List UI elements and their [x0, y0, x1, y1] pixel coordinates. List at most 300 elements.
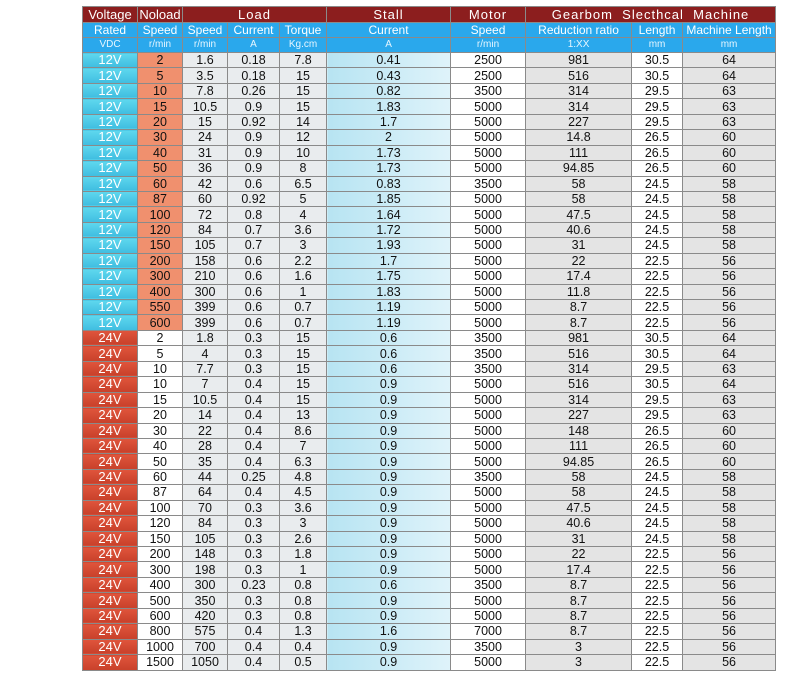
- machine-length-cell: 58: [683, 485, 776, 500]
- header-stall-current: Current: [327, 23, 451, 38]
- voltage-cell: 12V: [83, 191, 138, 206]
- voltage-cell: 24V: [83, 361, 138, 376]
- load-torque-cell: 0.7: [280, 300, 327, 315]
- load-torque-cell: 0.7: [280, 315, 327, 330]
- reduction-ratio-cell: 981: [526, 330, 632, 345]
- reduction-ratio-cell: 11.8: [526, 284, 632, 299]
- load-current-cell: 0.3: [228, 516, 280, 531]
- table-row: [83, 191, 776, 206]
- reduction-ratio-cell: 111: [526, 145, 632, 160]
- load-torque-cell: 4: [280, 207, 327, 222]
- stall-current-cell: 1.75: [327, 269, 451, 284]
- motor-speed-cell: 5000: [451, 207, 526, 222]
- machine-length-cell: 56: [683, 300, 776, 315]
- header-load-speed: Speed: [183, 23, 228, 38]
- stall-current-cell: 1.6: [327, 624, 451, 639]
- machine-length-cell: 63: [683, 392, 776, 407]
- unit-length-mm: mm: [632, 38, 683, 53]
- table-row: [83, 330, 776, 345]
- length-cell: 22.5: [632, 269, 683, 284]
- length-cell: 24.5: [632, 207, 683, 222]
- load-current-cell: 0.3: [228, 608, 280, 623]
- machine-length-cell: 56: [683, 315, 776, 330]
- load-speed-cell: 70: [183, 500, 228, 515]
- motor-speed-cell: 5000: [451, 454, 526, 469]
- table-row: [83, 99, 776, 114]
- machine-length-cell: 60: [683, 438, 776, 453]
- voltage-cell: 12V: [83, 284, 138, 299]
- stall-current-cell: 0.9: [327, 531, 451, 546]
- header-rated: Rated: [83, 23, 138, 38]
- load-speed-cell: 42: [183, 176, 228, 191]
- load-speed-cell: 399: [183, 315, 228, 330]
- load-current-cell: 0.6: [228, 300, 280, 315]
- motor-spec-table: [82, 6, 776, 671]
- noload-speed-cell: 15: [138, 392, 183, 407]
- voltage-cell: 24V: [83, 330, 138, 345]
- header-length: Length: [632, 23, 683, 38]
- machine-length-cell: 58: [683, 238, 776, 253]
- load-current-cell: 0.3: [228, 330, 280, 345]
- table-row: [83, 454, 776, 469]
- reduction-ratio-cell: 111: [526, 438, 632, 453]
- voltage-cell: 12V: [83, 222, 138, 237]
- table-row: [83, 562, 776, 577]
- load-torque-cell: 2.6: [280, 531, 327, 546]
- motor-speed-cell: 5000: [451, 392, 526, 407]
- load-torque-cell: 0.8: [280, 577, 327, 592]
- load-torque-cell: 6.3: [280, 454, 327, 469]
- length-cell: 30.5: [632, 68, 683, 83]
- stall-current-cell: 1.73: [327, 145, 451, 160]
- load-speed-cell: 148: [183, 547, 228, 562]
- length-cell: 24.5: [632, 485, 683, 500]
- load-current-cell: 0.4: [228, 639, 280, 654]
- motor-speed-cell: 5000: [451, 608, 526, 623]
- load-current-cell: 0.6: [228, 253, 280, 268]
- load-current-cell: 0.4: [228, 438, 280, 453]
- load-speed-cell: 105: [183, 238, 228, 253]
- load-speed-cell: 105: [183, 531, 228, 546]
- voltage-cell: 24V: [83, 485, 138, 500]
- unit-load-rpm: r/min: [183, 38, 228, 53]
- length-cell: 22.5: [632, 608, 683, 623]
- voltage-cell: 24V: [83, 593, 138, 608]
- load-torque-cell: 1: [280, 562, 327, 577]
- noload-speed-cell: 400: [138, 577, 183, 592]
- stall-current-cell: 0.9: [327, 485, 451, 500]
- noload-speed-cell: 50: [138, 454, 183, 469]
- noload-speed-cell: 15: [138, 99, 183, 114]
- machine-length-cell: 56: [683, 253, 776, 268]
- length-cell: 26.5: [632, 423, 683, 438]
- load-torque-cell: 15: [280, 68, 327, 83]
- load-speed-cell: 198: [183, 562, 228, 577]
- reduction-ratio-cell: 314: [526, 99, 632, 114]
- load-current-cell: 0.18: [228, 53, 280, 68]
- machine-length-cell: 63: [683, 114, 776, 129]
- length-cell: 29.5: [632, 114, 683, 129]
- voltage-cell: 24V: [83, 531, 138, 546]
- noload-speed-cell: 150: [138, 531, 183, 546]
- voltage-cell: 24V: [83, 438, 138, 453]
- header-load-torque: Torque: [280, 23, 327, 38]
- table-row: [83, 300, 776, 315]
- load-torque-cell: 4.5: [280, 485, 327, 500]
- noload-speed-cell: 30: [138, 423, 183, 438]
- table-row: [83, 284, 776, 299]
- reduction-ratio-cell: 31: [526, 531, 632, 546]
- table-row: [83, 608, 776, 623]
- stall-current-cell: 1.72: [327, 222, 451, 237]
- stall-current-cell: 1.19: [327, 300, 451, 315]
- load-current-cell: 0.9: [228, 145, 280, 160]
- voltage-cell: 12V: [83, 68, 138, 83]
- voltage-cell: 12V: [83, 145, 138, 160]
- load-torque-cell: 15: [280, 99, 327, 114]
- load-current-cell: 0.4: [228, 377, 280, 392]
- table-row: [83, 361, 776, 376]
- machine-length-cell: 56: [683, 608, 776, 623]
- noload-speed-cell: 5: [138, 346, 183, 361]
- reduction-ratio-cell: 22: [526, 253, 632, 268]
- reduction-ratio-cell: 8.7: [526, 624, 632, 639]
- load-current-cell: 0.8: [228, 207, 280, 222]
- noload-speed-cell: 1500: [138, 655, 183, 670]
- reduction-ratio-cell: 981: [526, 53, 632, 68]
- load-torque-cell: 15: [280, 330, 327, 345]
- noload-speed-cell: 10: [138, 377, 183, 392]
- reduction-ratio-cell: 8.7: [526, 608, 632, 623]
- machine-length-cell: 64: [683, 53, 776, 68]
- load-current-cell: 0.6: [228, 269, 280, 284]
- voltage-cell: 24V: [83, 454, 138, 469]
- reduction-ratio-cell: 94.85: [526, 454, 632, 469]
- header-row-fields: [83, 23, 776, 38]
- length-cell: 22.5: [632, 284, 683, 299]
- load-speed-cell: 1050: [183, 655, 228, 670]
- reduction-ratio-cell: 17.4: [526, 269, 632, 284]
- noload-speed-cell: 150: [138, 238, 183, 253]
- load-torque-cell: 0.4: [280, 639, 327, 654]
- load-speed-cell: 300: [183, 284, 228, 299]
- machine-length-cell: 56: [683, 269, 776, 284]
- stall-current-cell: 0.6: [327, 361, 451, 376]
- motor-speed-cell: 5000: [451, 500, 526, 515]
- load-torque-cell: 6.5: [280, 176, 327, 191]
- voltage-cell: 12V: [83, 253, 138, 268]
- motor-speed-cell: 5000: [451, 562, 526, 577]
- length-cell: 29.5: [632, 392, 683, 407]
- load-speed-cell: 210: [183, 269, 228, 284]
- motor-speed-cell: 5000: [451, 161, 526, 176]
- load-speed-cell: 72: [183, 207, 228, 222]
- load-speed-cell: 64: [183, 485, 228, 500]
- length-cell: 30.5: [632, 377, 683, 392]
- table-row: [83, 655, 776, 670]
- stall-current-cell: 0.82: [327, 83, 451, 98]
- spec-table-body: [83, 53, 776, 671]
- reduction-ratio-cell: 40.6: [526, 222, 632, 237]
- load-speed-cell: 31: [183, 145, 228, 160]
- unit-machine-mm: mm: [683, 38, 776, 53]
- motor-speed-cell: 3500: [451, 577, 526, 592]
- noload-speed-cell: 20: [138, 408, 183, 423]
- voltage-cell: 24V: [83, 608, 138, 623]
- load-speed-cell: 575: [183, 624, 228, 639]
- machine-length-cell: 63: [683, 408, 776, 423]
- voltage-cell: 12V: [83, 238, 138, 253]
- reduction-ratio-cell: 314: [526, 392, 632, 407]
- machine-length-cell: 60: [683, 423, 776, 438]
- machine-length-cell: 64: [683, 346, 776, 361]
- noload-speed-cell: 600: [138, 315, 183, 330]
- voltage-cell: 24V: [83, 624, 138, 639]
- machine-length-cell: 56: [683, 639, 776, 654]
- noload-speed-cell: 40: [138, 145, 183, 160]
- voltage-cell: 24V: [83, 516, 138, 531]
- voltage-cell: 24V: [83, 392, 138, 407]
- stall-current-cell: 0.9: [327, 655, 451, 670]
- table-row: [83, 516, 776, 531]
- load-speed-cell: 4: [183, 346, 228, 361]
- stall-current-cell: 0.9: [327, 454, 451, 469]
- length-cell: 22.5: [632, 655, 683, 670]
- machine-length-cell: 60: [683, 454, 776, 469]
- load-torque-cell: 15: [280, 83, 327, 98]
- noload-speed-cell: 200: [138, 547, 183, 562]
- load-current-cell: 0.6: [228, 315, 280, 330]
- voltage-cell: 24V: [83, 562, 138, 577]
- stall-current-cell: 0.83: [327, 176, 451, 191]
- length-cell: 24.5: [632, 238, 683, 253]
- motor-speed-cell: 5000: [451, 114, 526, 129]
- table-row: [83, 408, 776, 423]
- unit-torque: Kg.cm: [280, 38, 327, 53]
- length-cell: 30.5: [632, 53, 683, 68]
- load-current-cell: 0.6: [228, 176, 280, 191]
- reduction-ratio-cell: 58: [526, 191, 632, 206]
- machine-length-cell: 64: [683, 377, 776, 392]
- load-current-cell: 0.4: [228, 624, 280, 639]
- load-torque-cell: 14: [280, 114, 327, 129]
- header-load-current: Current: [228, 23, 280, 38]
- noload-speed-cell: 600: [138, 608, 183, 623]
- machine-length-cell: 56: [683, 547, 776, 562]
- load-torque-cell: 1.3: [280, 624, 327, 639]
- load-current-cell: 0.3: [228, 346, 280, 361]
- stall-current-cell: 0.9: [327, 500, 451, 515]
- length-cell: 22.5: [632, 547, 683, 562]
- voltage-cell: 12V: [83, 269, 138, 284]
- reduction-ratio-cell: 47.5: [526, 207, 632, 222]
- length-cell: 24.5: [632, 222, 683, 237]
- motor-speed-cell: 3500: [451, 346, 526, 361]
- motor-speed-cell: 5000: [451, 130, 526, 145]
- motor-speed-cell: 5000: [451, 315, 526, 330]
- reduction-ratio-cell: 516: [526, 346, 632, 361]
- motor-speed-cell: 3500: [451, 361, 526, 376]
- load-torque-cell: 15: [280, 361, 327, 376]
- noload-speed-cell: 200: [138, 253, 183, 268]
- stall-current-cell: 1.83: [327, 284, 451, 299]
- stall-current-cell: 0.9: [327, 377, 451, 392]
- voltage-cell: 24V: [83, 346, 138, 361]
- motor-speed-cell: 5000: [451, 222, 526, 237]
- motor-speed-cell: 5000: [451, 593, 526, 608]
- noload-speed-cell: 100: [138, 500, 183, 515]
- machine-length-cell: 58: [683, 207, 776, 222]
- reduction-ratio-cell: 8.7: [526, 593, 632, 608]
- load-speed-cell: 28: [183, 438, 228, 453]
- table-row: [83, 222, 776, 237]
- noload-speed-cell: 500: [138, 593, 183, 608]
- load-speed-cell: 700: [183, 639, 228, 654]
- voltage-cell: 24V: [83, 547, 138, 562]
- table-row: [83, 161, 776, 176]
- unit-ratio: 1:XX: [526, 38, 632, 53]
- motor-speed-cell: 7000: [451, 624, 526, 639]
- load-torque-cell: 15: [280, 346, 327, 361]
- load-current-cell: 0.9: [228, 130, 280, 145]
- table-row: [83, 547, 776, 562]
- reduction-ratio-cell: 94.85: [526, 161, 632, 176]
- length-cell: 29.5: [632, 83, 683, 98]
- length-cell: 24.5: [632, 176, 683, 191]
- load-torque-cell: 0.8: [280, 608, 327, 623]
- reduction-ratio-cell: 314: [526, 361, 632, 376]
- header-motor: Motor: [451, 7, 526, 23]
- stall-current-cell: 0.9: [327, 469, 451, 484]
- load-torque-cell: 1: [280, 284, 327, 299]
- motor-speed-cell: 2500: [451, 53, 526, 68]
- length-cell: 26.5: [632, 438, 683, 453]
- voltage-cell: 24V: [83, 423, 138, 438]
- noload-speed-cell: 87: [138, 485, 183, 500]
- length-cell: 26.5: [632, 454, 683, 469]
- length-cell: 22.5: [632, 577, 683, 592]
- load-speed-cell: 300: [183, 577, 228, 592]
- motor-speed-cell: 5000: [451, 300, 526, 315]
- noload-speed-cell: 30: [138, 130, 183, 145]
- stall-current-cell: 1.19: [327, 315, 451, 330]
- reduction-ratio-cell: 227: [526, 114, 632, 129]
- load-torque-cell: 12: [280, 130, 327, 145]
- length-cell: 24.5: [632, 469, 683, 484]
- noload-speed-cell: 87: [138, 191, 183, 206]
- table-row: [83, 531, 776, 546]
- reduction-ratio-cell: 8.7: [526, 577, 632, 592]
- machine-length-cell: 63: [683, 83, 776, 98]
- header-row-groups: [83, 7, 776, 23]
- load-current-cell: 0.4: [228, 655, 280, 670]
- reduction-ratio-cell: 47.5: [526, 500, 632, 515]
- reduction-ratio-cell: 8.7: [526, 300, 632, 315]
- length-cell: 26.5: [632, 145, 683, 160]
- load-torque-cell: 2.2: [280, 253, 327, 268]
- table-row: [83, 83, 776, 98]
- noload-speed-cell: 120: [138, 222, 183, 237]
- load-current-cell: 0.3: [228, 562, 280, 577]
- load-speed-cell: 399: [183, 300, 228, 315]
- load-speed-cell: 84: [183, 222, 228, 237]
- length-cell: 24.5: [632, 516, 683, 531]
- length-cell: 29.5: [632, 408, 683, 423]
- load-torque-cell: 0.8: [280, 593, 327, 608]
- table-row: [83, 423, 776, 438]
- noload-speed-cell: 2: [138, 330, 183, 345]
- voltage-cell: 12V: [83, 176, 138, 191]
- noload-speed-cell: 60: [138, 176, 183, 191]
- stall-current-cell: 0.6: [327, 346, 451, 361]
- noload-speed-cell: 40: [138, 438, 183, 453]
- motor-speed-cell: 5000: [451, 269, 526, 284]
- load-speed-cell: 7.8: [183, 83, 228, 98]
- load-torque-cell: 1.8: [280, 547, 327, 562]
- noload-speed-cell: 550: [138, 300, 183, 315]
- motor-speed-cell: 5000: [451, 99, 526, 114]
- load-current-cell: 0.4: [228, 423, 280, 438]
- motor-speed-cell: 3500: [451, 330, 526, 345]
- reduction-ratio-cell: 314: [526, 83, 632, 98]
- stall-current-cell: 0.9: [327, 639, 451, 654]
- load-torque-cell: 1.6: [280, 269, 327, 284]
- reduction-ratio-cell: 8.7: [526, 315, 632, 330]
- load-torque-cell: 13: [280, 408, 327, 423]
- load-current-cell: 0.6: [228, 284, 280, 299]
- header-stall: Stall: [327, 7, 451, 23]
- length-cell: 24.5: [632, 191, 683, 206]
- stall-current-cell: 1.73: [327, 161, 451, 176]
- header-noload: Noload: [139, 6, 181, 22]
- length-cell: 22.5: [632, 300, 683, 315]
- machine-length-cell: 60: [683, 145, 776, 160]
- length-cell: 30.5: [632, 330, 683, 345]
- reduction-ratio-cell: 58: [526, 485, 632, 500]
- noload-speed-cell: 300: [138, 562, 183, 577]
- length-cell: 22.5: [632, 315, 683, 330]
- table-row: [83, 68, 776, 83]
- machine-length-cell: 64: [683, 68, 776, 83]
- load-current-cell: 0.26: [228, 83, 280, 98]
- stall-current-cell: 0.9: [327, 562, 451, 577]
- voltage-cell: 24V: [83, 500, 138, 515]
- load-speed-cell: 10.5: [183, 99, 228, 114]
- load-torque-cell: 7.8: [280, 53, 327, 68]
- voltage-cell: 24V: [83, 655, 138, 670]
- table-row: [83, 130, 776, 145]
- load-speed-cell: 158: [183, 253, 228, 268]
- motor-speed-cell: 3500: [451, 469, 526, 484]
- noload-speed-cell: 10: [138, 361, 183, 376]
- noload-speed-cell: 1000: [138, 639, 183, 654]
- voltage-cell: 24V: [83, 577, 138, 592]
- reduction-ratio-cell: 148: [526, 423, 632, 438]
- unit-load-amps: A: [228, 38, 280, 53]
- load-torque-cell: 8: [280, 161, 327, 176]
- stall-current-cell: 0.6: [327, 330, 451, 345]
- load-current-cell: 0.92: [228, 114, 280, 129]
- table-row: [83, 500, 776, 515]
- length-cell: 29.5: [632, 361, 683, 376]
- reduction-ratio-cell: 227: [526, 408, 632, 423]
- voltage-cell: 24V: [83, 469, 138, 484]
- motor-speed-cell: 5000: [451, 191, 526, 206]
- noload-speed-cell: 300: [138, 269, 183, 284]
- table-row: [83, 469, 776, 484]
- load-speed-cell: 24: [183, 130, 228, 145]
- table-row: [83, 238, 776, 253]
